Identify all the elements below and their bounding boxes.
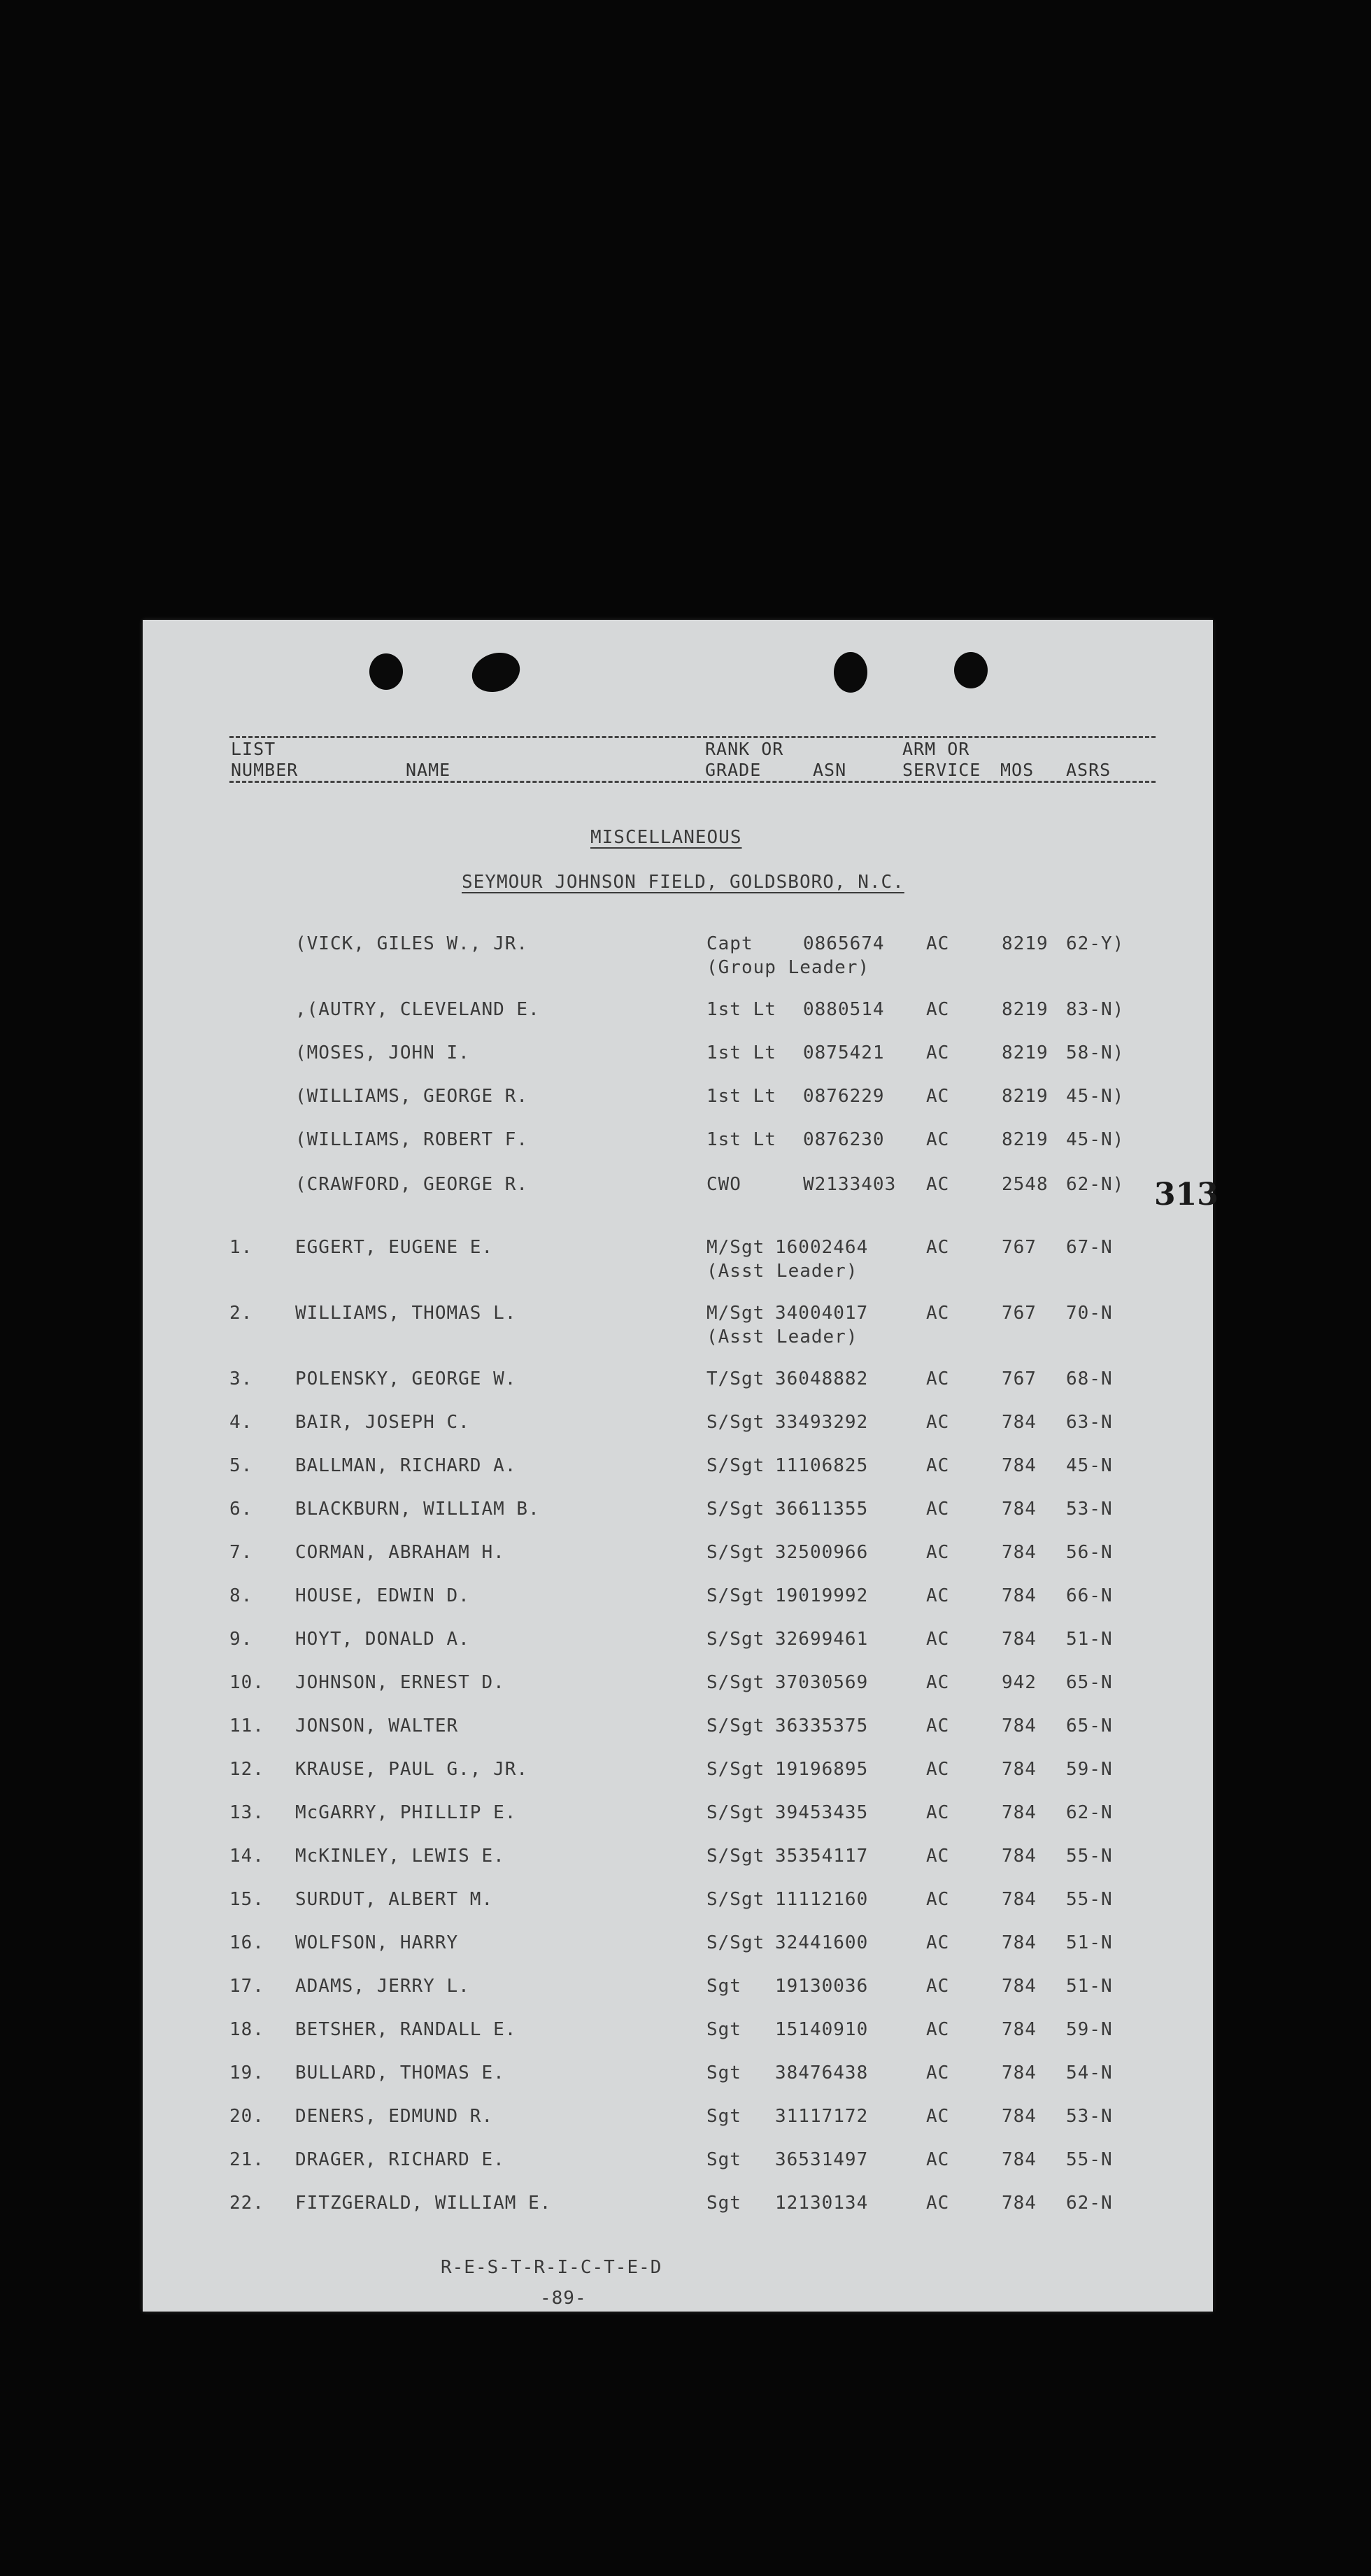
officer-rank: Capt [706,933,753,954]
enlisted-arm: AC [926,1412,950,1433]
enlisted-rank: S/Sgt [706,1932,765,1953]
enlisted-rank: S/Sgt [706,1412,765,1433]
enlisted-rank: T/Sgt [706,1368,765,1389]
enlisted-arm: AC [926,1499,950,1520]
officer-asn: W2133403 [803,1174,897,1195]
enlisted-mos: 784 [1002,1802,1037,1823]
enlisted-asrs: 65-N [1066,1672,1113,1693]
officer-mos: 8219 [1002,933,1049,954]
enlisted-asn: 32441600 [775,1932,869,1953]
enlisted-asn: 36048882 [775,1368,869,1389]
list-number: 22. [229,2193,264,2214]
enlisted-asn: 33493292 [775,1412,869,1433]
enlisted-arm: AC [926,2149,950,2170]
enlisted-rank: Sgt [706,2106,741,2127]
list-number: 4. [229,1412,253,1433]
enlisted-rank: Sgt [706,1976,741,1997]
enlisted-row [143,1237,1213,1282]
officer-arm: AC [926,1086,950,1107]
officer-asrs: 83-N) [1066,999,1125,1020]
enlisted-row [143,2193,1213,2221]
enlisted-asrs: 53-N [1066,1499,1113,1520]
enlisted-asrs: 62-N [1066,1802,1113,1823]
enlisted-arm: AC [926,1932,950,1953]
officer-note: (Group Leader) [706,957,870,978]
enlisted-mos: 784 [1002,1759,1037,1780]
enlisted-arm: AC [926,2193,950,2214]
enlisted-arm: AC [926,1976,950,1997]
officer-asrs: 62-N) [1066,1174,1125,1195]
enlisted-rank: S/Sgt [706,1715,765,1736]
list-number: 12. [229,1759,264,1780]
punch-hole [467,646,525,699]
enlisted-name: BULLARD, THOMAS E. [295,2062,505,2083]
enlisted-rank: Sgt [706,2193,741,2214]
enlisted-name: BETSHER, RANDALL E. [295,2019,517,2040]
enlisted-rank: S/Sgt [706,1542,765,1563]
enlisted-rank: M/Sgt [706,1303,765,1324]
officer-row [143,1129,1213,1157]
enlisted-name: DENERS, EDMUND R. [295,2106,494,2127]
enlisted-mos: 767 [1002,1368,1037,1389]
enlisted-mos: 784 [1002,2019,1037,2040]
list-number: 8. [229,1585,253,1606]
officer-rank: CWO [706,1174,741,1195]
enlisted-arm: AC [926,1802,950,1823]
enlisted-row [143,1499,1213,1527]
header-list-number: LIST [231,739,276,759]
list-number: 21. [229,2149,264,2170]
enlisted-note: (Asst Leader) [706,1326,858,1347]
officer-asn: 0865674 [803,933,885,954]
enlisted-asn: 35354117 [775,1846,869,1867]
enlisted-mos: 784 [1002,1542,1037,1563]
header-asrs: ASRS [1066,760,1111,780]
enlisted-name: BAIR, JOSEPH C. [295,1412,470,1433]
enlisted-asrs: 66-N [1066,1585,1113,1606]
enlisted-rank: M/Sgt [706,1237,765,1258]
officer-name: (MOSES, JOHN I. [295,1042,470,1063]
enlisted-row [143,1802,1213,1830]
enlisted-arm: AC [926,2106,950,2127]
enlisted-mos: 784 [1002,2149,1037,2170]
enlisted-rank: S/Sgt [706,1759,765,1780]
enlisted-asrs: 51-N [1066,1629,1113,1650]
officer-row [143,1086,1213,1114]
enlisted-arm: AC [926,1759,950,1780]
punch-hole [834,652,867,693]
page-number: -89- [540,2288,587,2309]
enlisted-asrs: 54-N [1066,2062,1113,2083]
enlisted-asn: 31117172 [775,2106,869,2127]
enlisted-name: WILLIAMS, THOMAS L. [295,1303,517,1324]
enlisted-mos: 784 [1002,1932,1037,1953]
officer-name: (WILLIAMS, GEORGE R. [295,1086,529,1107]
officer-name: (VICK, GILES W., JR. [295,933,529,954]
list-number: 14. [229,1846,264,1867]
enlisted-arm: AC [926,2019,950,2040]
enlisted-arm: AC [926,1846,950,1867]
enlisted-arm: AC [926,1368,950,1389]
enlisted-name: JOHNSON, ERNEST D. [295,1672,505,1693]
list-number: 19. [229,2062,264,2083]
list-number: 15. [229,1889,264,1910]
enlisted-row [143,1542,1213,1570]
list-number: 10. [229,1672,264,1693]
officer-asn: 0876229 [803,1086,885,1107]
enlisted-row [143,1932,1213,1960]
enlisted-name: FITZGERALD, WILLIAM E. [295,2193,552,2214]
enlisted-asrs: 53-N [1066,2106,1113,2127]
header-service: SERVICE [902,760,981,780]
enlisted-name: EGGERT, EUGENE E. [295,1237,494,1258]
enlisted-row [143,2149,1213,2177]
enlisted-asrs: 59-N [1066,1759,1113,1780]
enlisted-row [143,2106,1213,2134]
enlisted-mos: 784 [1002,1629,1037,1650]
enlisted-row [143,1412,1213,1440]
header-arm: ARM OR [902,739,970,759]
officer-arm: AC [926,1174,950,1195]
enlisted-arm: AC [926,1585,950,1606]
officer-asrs: 45-N) [1066,1129,1125,1150]
enlisted-mos: 784 [1002,1715,1037,1736]
enlisted-asn: 37030569 [775,1672,869,1693]
enlisted-mos: 784 [1002,2193,1037,2214]
header-rule-top [229,736,1156,738]
enlisted-asrs: 67-N [1066,1237,1113,1258]
enlisted-name: KRAUSE, PAUL G., JR. [295,1759,529,1780]
officer-rank: 1st Lt [706,1129,776,1150]
enlisted-row [143,1672,1213,1700]
officer-mos: 2548 [1002,1174,1049,1195]
list-number: 7. [229,1542,253,1563]
enlisted-mos: 784 [1002,2062,1037,2083]
enlisted-mos: 784 [1002,1889,1037,1910]
enlisted-note: (Asst Leader) [706,1261,858,1282]
enlisted-row [143,1889,1213,1917]
enlisted-arm: AC [926,1889,950,1910]
enlisted-asrs: 51-N [1066,1932,1113,1953]
margin-mark: 313 [1154,1177,1219,1212]
enlisted-asrs: 56-N [1066,1542,1113,1563]
enlisted-mos: 784 [1002,1846,1037,1867]
enlisted-name: McGARRY, PHILLIP E. [295,1802,517,1823]
enlisted-name: HOUSE, EDWIN D. [295,1585,470,1606]
enlisted-asrs: 68-N [1066,1368,1113,1389]
enlisted-arm: AC [926,1237,950,1258]
enlisted-name: JONSON, WALTER [295,1715,459,1736]
enlisted-mos: 767 [1002,1303,1037,1324]
header-mos: MOS [1000,760,1035,780]
enlisted-row [143,2062,1213,2090]
enlisted-asn: 11112160 [775,1889,869,1910]
header-name: NAME [406,760,451,780]
enlisted-mos: 784 [1002,1976,1037,1997]
enlisted-asn: 19130036 [775,1976,869,1997]
officer-rank: 1st Lt [706,999,776,1020]
enlisted-rank: S/Sgt [706,1455,765,1476]
officer-arm: AC [926,1129,950,1150]
enlisted-rank: Sgt [706,2019,741,2040]
enlisted-mos: 942 [1002,1672,1037,1693]
section-title: MISCELLANEOUS [590,827,742,848]
officer-asn: 0876230 [803,1129,885,1150]
enlisted-arm: AC [926,1303,950,1324]
enlisted-rank: S/Sgt [706,1846,765,1867]
enlisted-name: SURDUT, ALBERT M. [295,1889,494,1910]
list-number: 13. [229,1802,264,1823]
enlisted-asn: 19019992 [775,1585,869,1606]
enlisted-arm: AC [926,1629,950,1650]
enlisted-asrs: 63-N [1066,1412,1113,1433]
officer-mos: 8219 [1002,999,1049,1020]
restricted-marking: R-E-S-T-R-I-C-T-E-D [441,2257,662,2278]
enlisted-asrs: 55-N [1066,1889,1113,1910]
enlisted-name: ADAMS, JERRY L. [295,1976,470,1997]
officer-row [143,1042,1213,1070]
officer-row [143,933,1213,978]
enlisted-name: HOYT, DONALD A. [295,1629,470,1650]
punch-hole [954,652,988,688]
enlisted-asn: 36531497 [775,2149,869,2170]
officer-asrs: 62-Y) [1066,933,1125,954]
enlisted-name: WOLFSON, HARRY [295,1932,459,1953]
officer-name: ,(AUTRY, CLEVELAND E. [295,999,540,1020]
enlisted-asrs: 51-N [1066,1976,1113,1997]
enlisted-rank: S/Sgt [706,1889,765,1910]
enlisted-arm: AC [926,1715,950,1736]
enlisted-mos: 784 [1002,1499,1037,1520]
enlisted-row [143,1585,1213,1613]
enlisted-mos: 784 [1002,1455,1037,1476]
officer-arm: AC [926,933,950,954]
enlisted-arm: AC [926,1455,950,1476]
enlisted-name: CORMAN, ABRAHAM H. [295,1542,505,1563]
enlisted-arm: AC [926,2062,950,2083]
officer-row [143,999,1213,1027]
enlisted-asn: 32500966 [775,1542,869,1563]
enlisted-asn: 32699461 [775,1629,869,1650]
enlisted-asn: 34004017 [775,1303,869,1324]
enlisted-rank: S/Sgt [706,1585,765,1606]
officer-row [143,1174,1213,1202]
enlisted-rank: Sgt [706,2062,741,2083]
officer-rank: 1st Lt [706,1042,776,1063]
list-number: 5. [229,1455,253,1476]
location-title: SEYMOUR JOHNSON FIELD, GOLDSBORO, N.C. [462,872,904,893]
list-number: 3. [229,1368,253,1389]
officer-asn: 0880514 [803,999,885,1020]
enlisted-row [143,1976,1213,2004]
officer-asn: 0875421 [803,1042,885,1063]
enlisted-asrs: 59-N [1066,2019,1113,2040]
officer-name: (WILLIAMS, ROBERT F. [295,1129,529,1150]
header-list-number-2: NUMBER [231,760,299,780]
header-asn: ASN [813,760,847,780]
enlisted-row [143,1715,1213,1743]
officer-asrs: 45-N) [1066,1086,1125,1107]
enlisted-asrs: 45-N [1066,1455,1113,1476]
officer-asrs: 58-N) [1066,1042,1125,1063]
enlisted-rank: S/Sgt [706,1672,765,1693]
document-page [143,620,1213,2312]
officer-mos: 8219 [1002,1129,1049,1150]
enlisted-mos: 784 [1002,1585,1037,1606]
enlisted-asrs: 55-N [1066,1846,1113,1867]
enlisted-mos: 767 [1002,1237,1037,1258]
enlisted-row [143,2019,1213,2047]
enlisted-row [143,1455,1213,1483]
enlisted-asn: 36611355 [775,1499,869,1520]
enlisted-mos: 784 [1002,1412,1037,1433]
officer-mos: 8219 [1002,1086,1049,1107]
officer-rank: 1st Lt [706,1086,776,1107]
officer-name: (CRAWFORD, GEORGE R. [295,1174,529,1195]
enlisted-arm: AC [926,1672,950,1693]
enlisted-asn: 36335375 [775,1715,869,1736]
list-number: 6. [229,1499,253,1520]
enlisted-asn: 15140910 [775,2019,869,2040]
list-number: 1. [229,1237,253,1258]
enlisted-name: DRAGER, RICHARD E. [295,2149,505,2170]
list-number: 20. [229,2106,264,2127]
enlisted-name: McKINLEY, LEWIS E. [295,1846,505,1867]
officer-arm: AC [926,1042,950,1063]
enlisted-rank: S/Sgt [706,1802,765,1823]
enlisted-mos: 784 [1002,2106,1037,2127]
officer-mos: 8219 [1002,1042,1049,1063]
list-number: 2. [229,1303,253,1324]
enlisted-asrs: 65-N [1066,1715,1113,1736]
punch-hole [369,653,403,690]
list-number: 9. [229,1629,253,1650]
enlisted-asn: 12130134 [775,2193,869,2214]
enlisted-asn: 38476438 [775,2062,869,2083]
list-number: 18. [229,2019,264,2040]
enlisted-name: BLACKBURN, WILLIAM B. [295,1499,540,1520]
enlisted-asrs: 62-N [1066,2193,1113,2214]
list-number: 17. [229,1976,264,1997]
enlisted-asn: 16002464 [775,1237,869,1258]
enlisted-arm: AC [926,1542,950,1563]
enlisted-asn: 11106825 [775,1455,869,1476]
enlisted-row [143,1368,1213,1396]
enlisted-asn: 39453435 [775,1802,869,1823]
enlisted-rank: Sgt [706,2149,741,2170]
enlisted-row [143,1759,1213,1787]
enlisted-row [143,1629,1213,1657]
enlisted-rank: S/Sgt [706,1499,765,1520]
enlisted-asn: 19196895 [775,1759,869,1780]
enlisted-row [143,1303,1213,1347]
header-grade: GRADE [705,760,762,780]
enlisted-asrs: 70-N [1066,1303,1113,1324]
enlisted-row [143,1846,1213,1874]
list-number: 16. [229,1932,264,1953]
enlisted-rank: S/Sgt [706,1629,765,1650]
header-rank: RANK OR [705,739,784,759]
enlisted-asrs: 55-N [1066,2149,1113,2170]
header-rule-bottom [229,781,1156,783]
officer-arm: AC [926,999,950,1020]
enlisted-name: BALLMAN, RICHARD A. [295,1455,517,1476]
enlisted-name: POLENSKY, GEORGE W. [295,1368,517,1389]
list-number: 11. [229,1715,264,1736]
